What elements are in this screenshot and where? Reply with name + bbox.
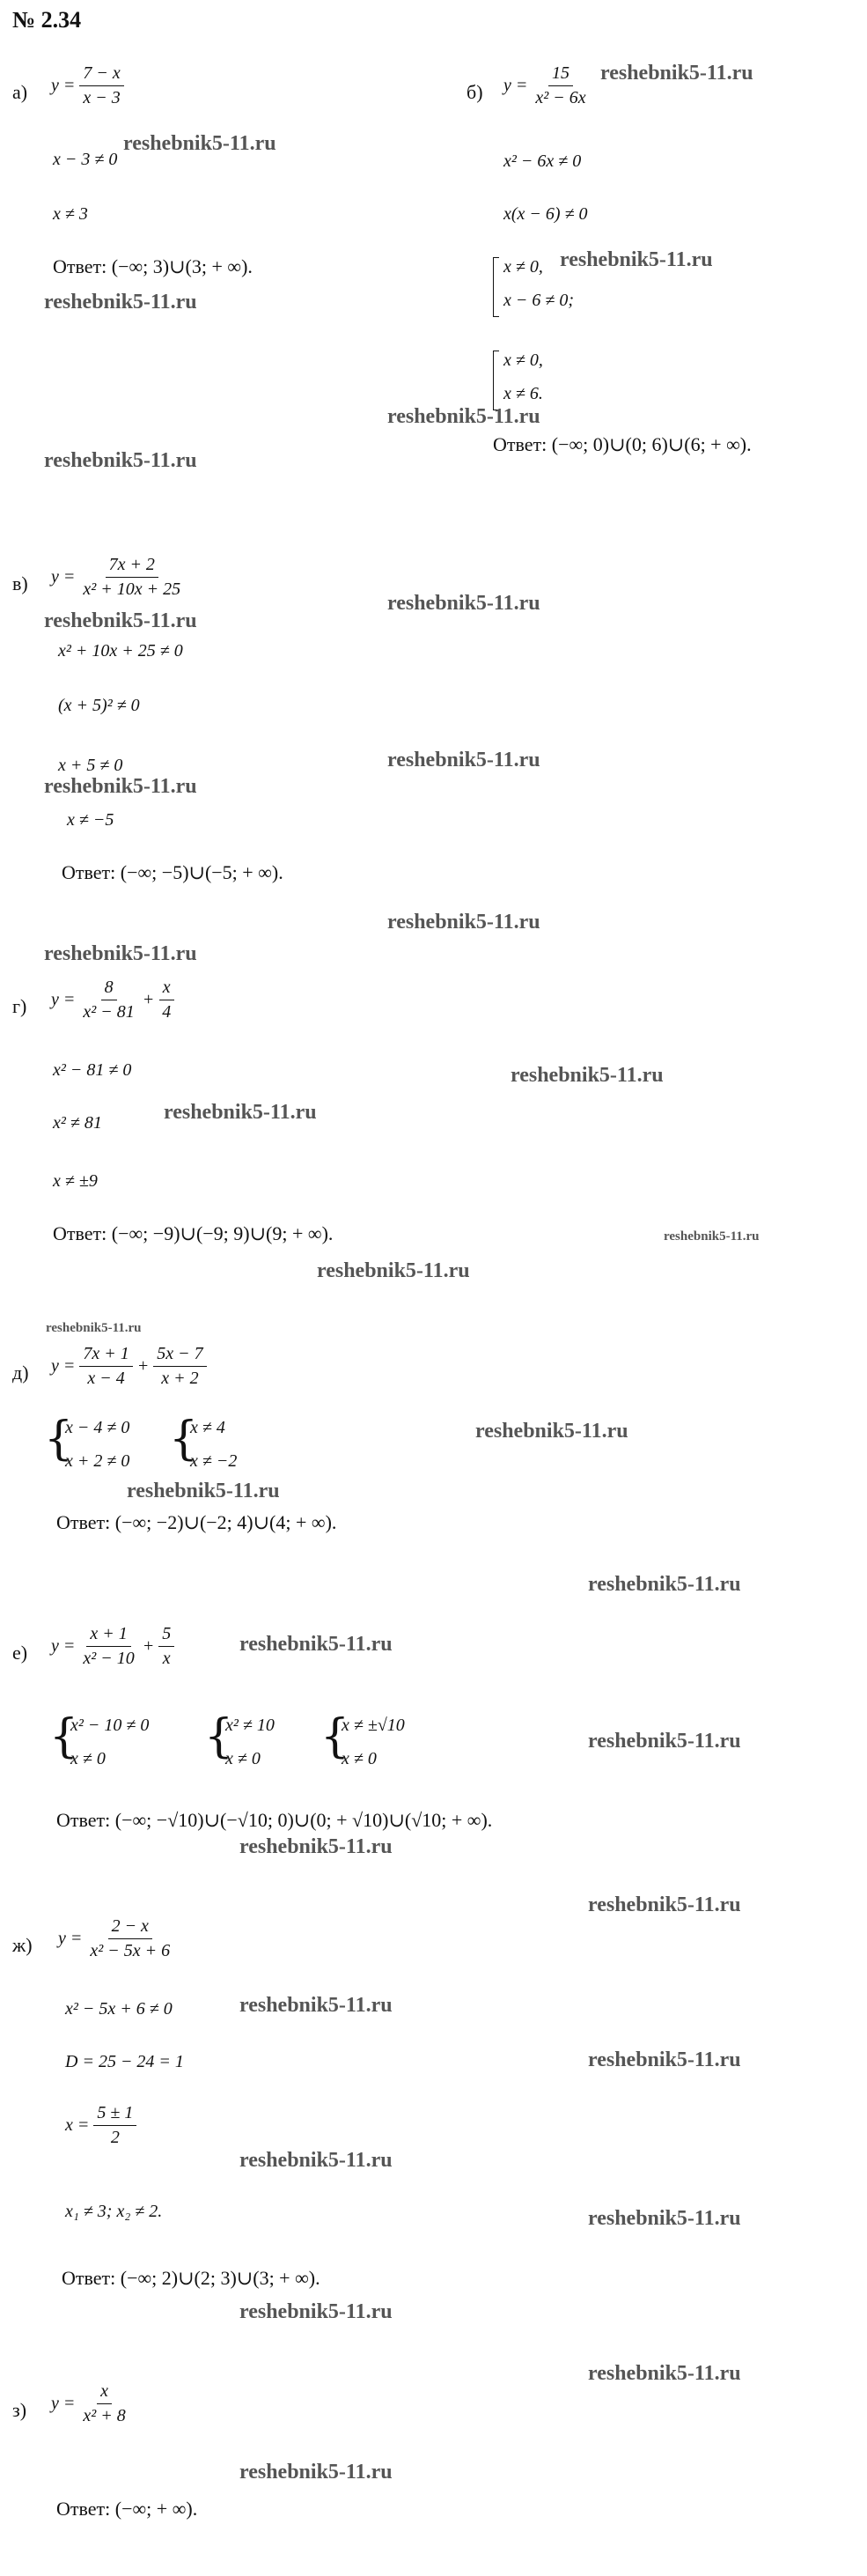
part-g-function: y = $\frac{8}{\text{x² − 81}}$ + $\frac{x}{4}$ — [51, 978, 174, 1022]
part-v-line1: x² + 10x + 25 ≠ 0 — [58, 641, 183, 661]
part-b-bracket-1 — [493, 257, 499, 317]
watermark: reshebnik5-11.ru — [387, 405, 540, 428]
part-v-label: в) — [12, 572, 28, 594]
part-d-sys2-row1: x ≠ 4 — [190, 1418, 225, 1437]
part-d-sys1-row1: x − 4 ≠ 0 — [65, 1418, 130, 1437]
watermark: reshebnik5-11.ru — [475, 1420, 628, 1443]
part-a-line1: x − 3 ≠ 0 — [53, 150, 118, 169]
watermark: reshebnik5-11.ru — [44, 449, 197, 472]
part-a-line2: x ≠ 3 — [53, 204, 88, 224]
part-b-sys2-row2: x ≠ 6. — [503, 384, 543, 403]
part-e-sys1-row1: x² − 10 ≠ 0 — [70, 1716, 150, 1735]
watermark: reshebnik5-11.ru — [127, 1480, 280, 1502]
watermark: reshebnik5-11.ru — [387, 749, 540, 771]
watermark: reshebnik5-11.ru — [588, 2048, 741, 2071]
part-e-brace-1: { — [49, 1710, 79, 1763]
watermark: reshebnik5-11.ru — [239, 2461, 393, 2484]
part-b-line2: x(x − 6) ≠ 0 — [503, 204, 588, 224]
part-g-answer: Ответ: (−∞; −9)∪(−9; 9)∪(9; + ∞). — [53, 1222, 334, 1244]
watermark: reshebnik5-11.ru — [588, 1893, 741, 1916]
part-zh-line2: D = 25 − 24 = 1 — [65, 2052, 184, 2071]
watermark: reshebnik5-11.ru — [560, 248, 713, 271]
part-d-brace-2: { — [169, 1413, 199, 1465]
part-v-answer: Ответ: (−∞; −5)∪(−5; + ∞). — [62, 861, 283, 883]
part-zh-line1: x² − 5x + 6 ≠ 0 — [65, 1999, 173, 2019]
part-e-brace-2: { — [204, 1710, 234, 1763]
part-e-sys3-row2: x ≠ 0 — [342, 1749, 377, 1768]
watermark: reshebnik5-11.ru — [46, 1321, 142, 1335]
part-e-label: е) — [12, 1642, 28, 1664]
part-g-line1: x² − 81 ≠ 0 — [53, 1060, 132, 1080]
watermark: reshebnik5-11.ru — [588, 1730, 741, 1753]
part-zh-label: ж) — [12, 1934, 33, 1956]
watermark: reshebnik5-11.ru — [239, 2149, 393, 2172]
part-a-label: а) — [12, 81, 28, 103]
watermark: reshebnik5-11.ru — [600, 62, 753, 85]
part-zh-x-formula: x = $\frac{5 \pm 1}{2}$ — [65, 2103, 136, 2148]
watermark: reshebnik5-11.ru — [317, 1259, 470, 1282]
watermark: reshebnik5-11.ru — [44, 291, 197, 314]
part-b-function: y = $\frac{15}{\text{x² − 6x}}$ — [503, 63, 586, 107]
part-e-sys2-row1: x² ≠ 10 — [225, 1716, 275, 1735]
part-a-function: y = $\frac{7 - x}{x - 3}$ — [51, 63, 124, 108]
part-zh-line4: x₁ ≠ 3; x₂ ≠ 2. — [65, 2202, 163, 2221]
watermark: reshebnik5-11.ru — [588, 2207, 741, 2230]
part-a-answer: Ответ: (−∞; 3)∪(3; + ∞). — [53, 255, 253, 277]
part-d-brace-1: { — [44, 1413, 74, 1465]
problem-number: № 2.34 — [12, 7, 82, 33]
part-d-function: y = $\frac{7x + 1}{x - 4}$ + $\frac{5x - 7}{x + 2}$ — [51, 1344, 207, 1389]
part-e-function: y = $\frac{x + 1}{\text{x² − 10}}$ + $\frac{5}{x}$ — [51, 1624, 174, 1669]
part-g-line2: x² ≠ 81 — [53, 1113, 102, 1133]
part-z-answer: Ответ: (−∞; + ∞). — [56, 2498, 198, 2520]
part-e-sys3-row1: x ≠ ±√10 — [342, 1716, 405, 1735]
part-e-sys2-row2: x ≠ 0 — [225, 1749, 261, 1768]
part-b-answer: Ответ: (−∞; 0)∪(0; 6)∪(6; + ∞). — [493, 433, 752, 455]
watermark: reshebnik5-11.ru — [239, 1835, 393, 1858]
watermark: reshebnik5-11.ru — [164, 1101, 317, 1124]
part-z-function: y = $\frac{x}{\text{x² + 8}}$ — [51, 2381, 126, 2425]
watermark: reshebnik5-11.ru — [511, 1064, 664, 1087]
part-e-answer: Ответ: (−∞; −√10)∪(−√10; 0)∪(0; + √10)∪(√10; + ∞). — [56, 1809, 493, 1831]
part-d-sys2-row2: x ≠ −2 — [190, 1451, 238, 1471]
part-g-label: г) — [12, 995, 27, 1017]
part-v-line2: (x + 5)² ≠ 0 — [58, 696, 140, 715]
part-v-line4: x ≠ −5 — [67, 810, 114, 830]
watermark: reshebnik5-11.ru — [664, 1229, 760, 1244]
watermark: reshebnik5-11.ru — [44, 775, 197, 798]
part-g-line3: x ≠ ±9 — [53, 1171, 98, 1191]
watermark: reshebnik5-11.ru — [44, 609, 197, 632]
part-b-sys1-row2: x − 6 ≠ 0; — [503, 291, 575, 310]
watermark: reshebnik5-11.ru — [588, 2362, 741, 2385]
part-zh-function: y = $\frac{2 - x}{\text{x² − 5x + 6}}$ — [58, 1916, 171, 1960]
watermark: reshebnik5-11.ru — [44, 942, 197, 965]
part-z-label: з) — [12, 2399, 27, 2421]
part-v-function: y = $\frac{7x + 2}{\text{x² + 10x + 25}}$ — [51, 555, 181, 599]
part-zh-answer: Ответ: (−∞; 2)∪(2; 3)∪(3; + ∞). — [62, 2267, 320, 2289]
part-e-brace-3: { — [320, 1710, 350, 1763]
part-d-label: д) — [12, 1362, 29, 1384]
part-b-sys2-row1: x ≠ 0, — [503, 351, 543, 370]
watermark: reshebnik5-11.ru — [588, 1573, 741, 1596]
part-v-line3: x + 5 ≠ 0 — [58, 756, 123, 775]
watermark: reshebnik5-11.ru — [123, 132, 276, 155]
part-b-label: б) — [467, 81, 483, 103]
part-b-bracket-2 — [493, 351, 499, 410]
watermark: reshebnik5-11.ru — [387, 592, 540, 615]
part-b-line1: x² − 6x ≠ 0 — [503, 151, 582, 171]
part-d-sys1-row2: x + 2 ≠ 0 — [65, 1451, 130, 1471]
part-d-answer: Ответ: (−∞; −2)∪(−2; 4)∪(4; + ∞). — [56, 1511, 337, 1533]
watermark: reshebnik5-11.ru — [239, 1994, 393, 2017]
part-e-sys1-row2: x ≠ 0 — [70, 1749, 106, 1768]
part-b-sys1-row1: x ≠ 0, — [503, 257, 543, 277]
watermark: reshebnik5-11.ru — [239, 1633, 393, 1656]
watermark: reshebnik5-11.ru — [239, 2300, 393, 2323]
watermark: reshebnik5-11.ru — [387, 911, 540, 934]
